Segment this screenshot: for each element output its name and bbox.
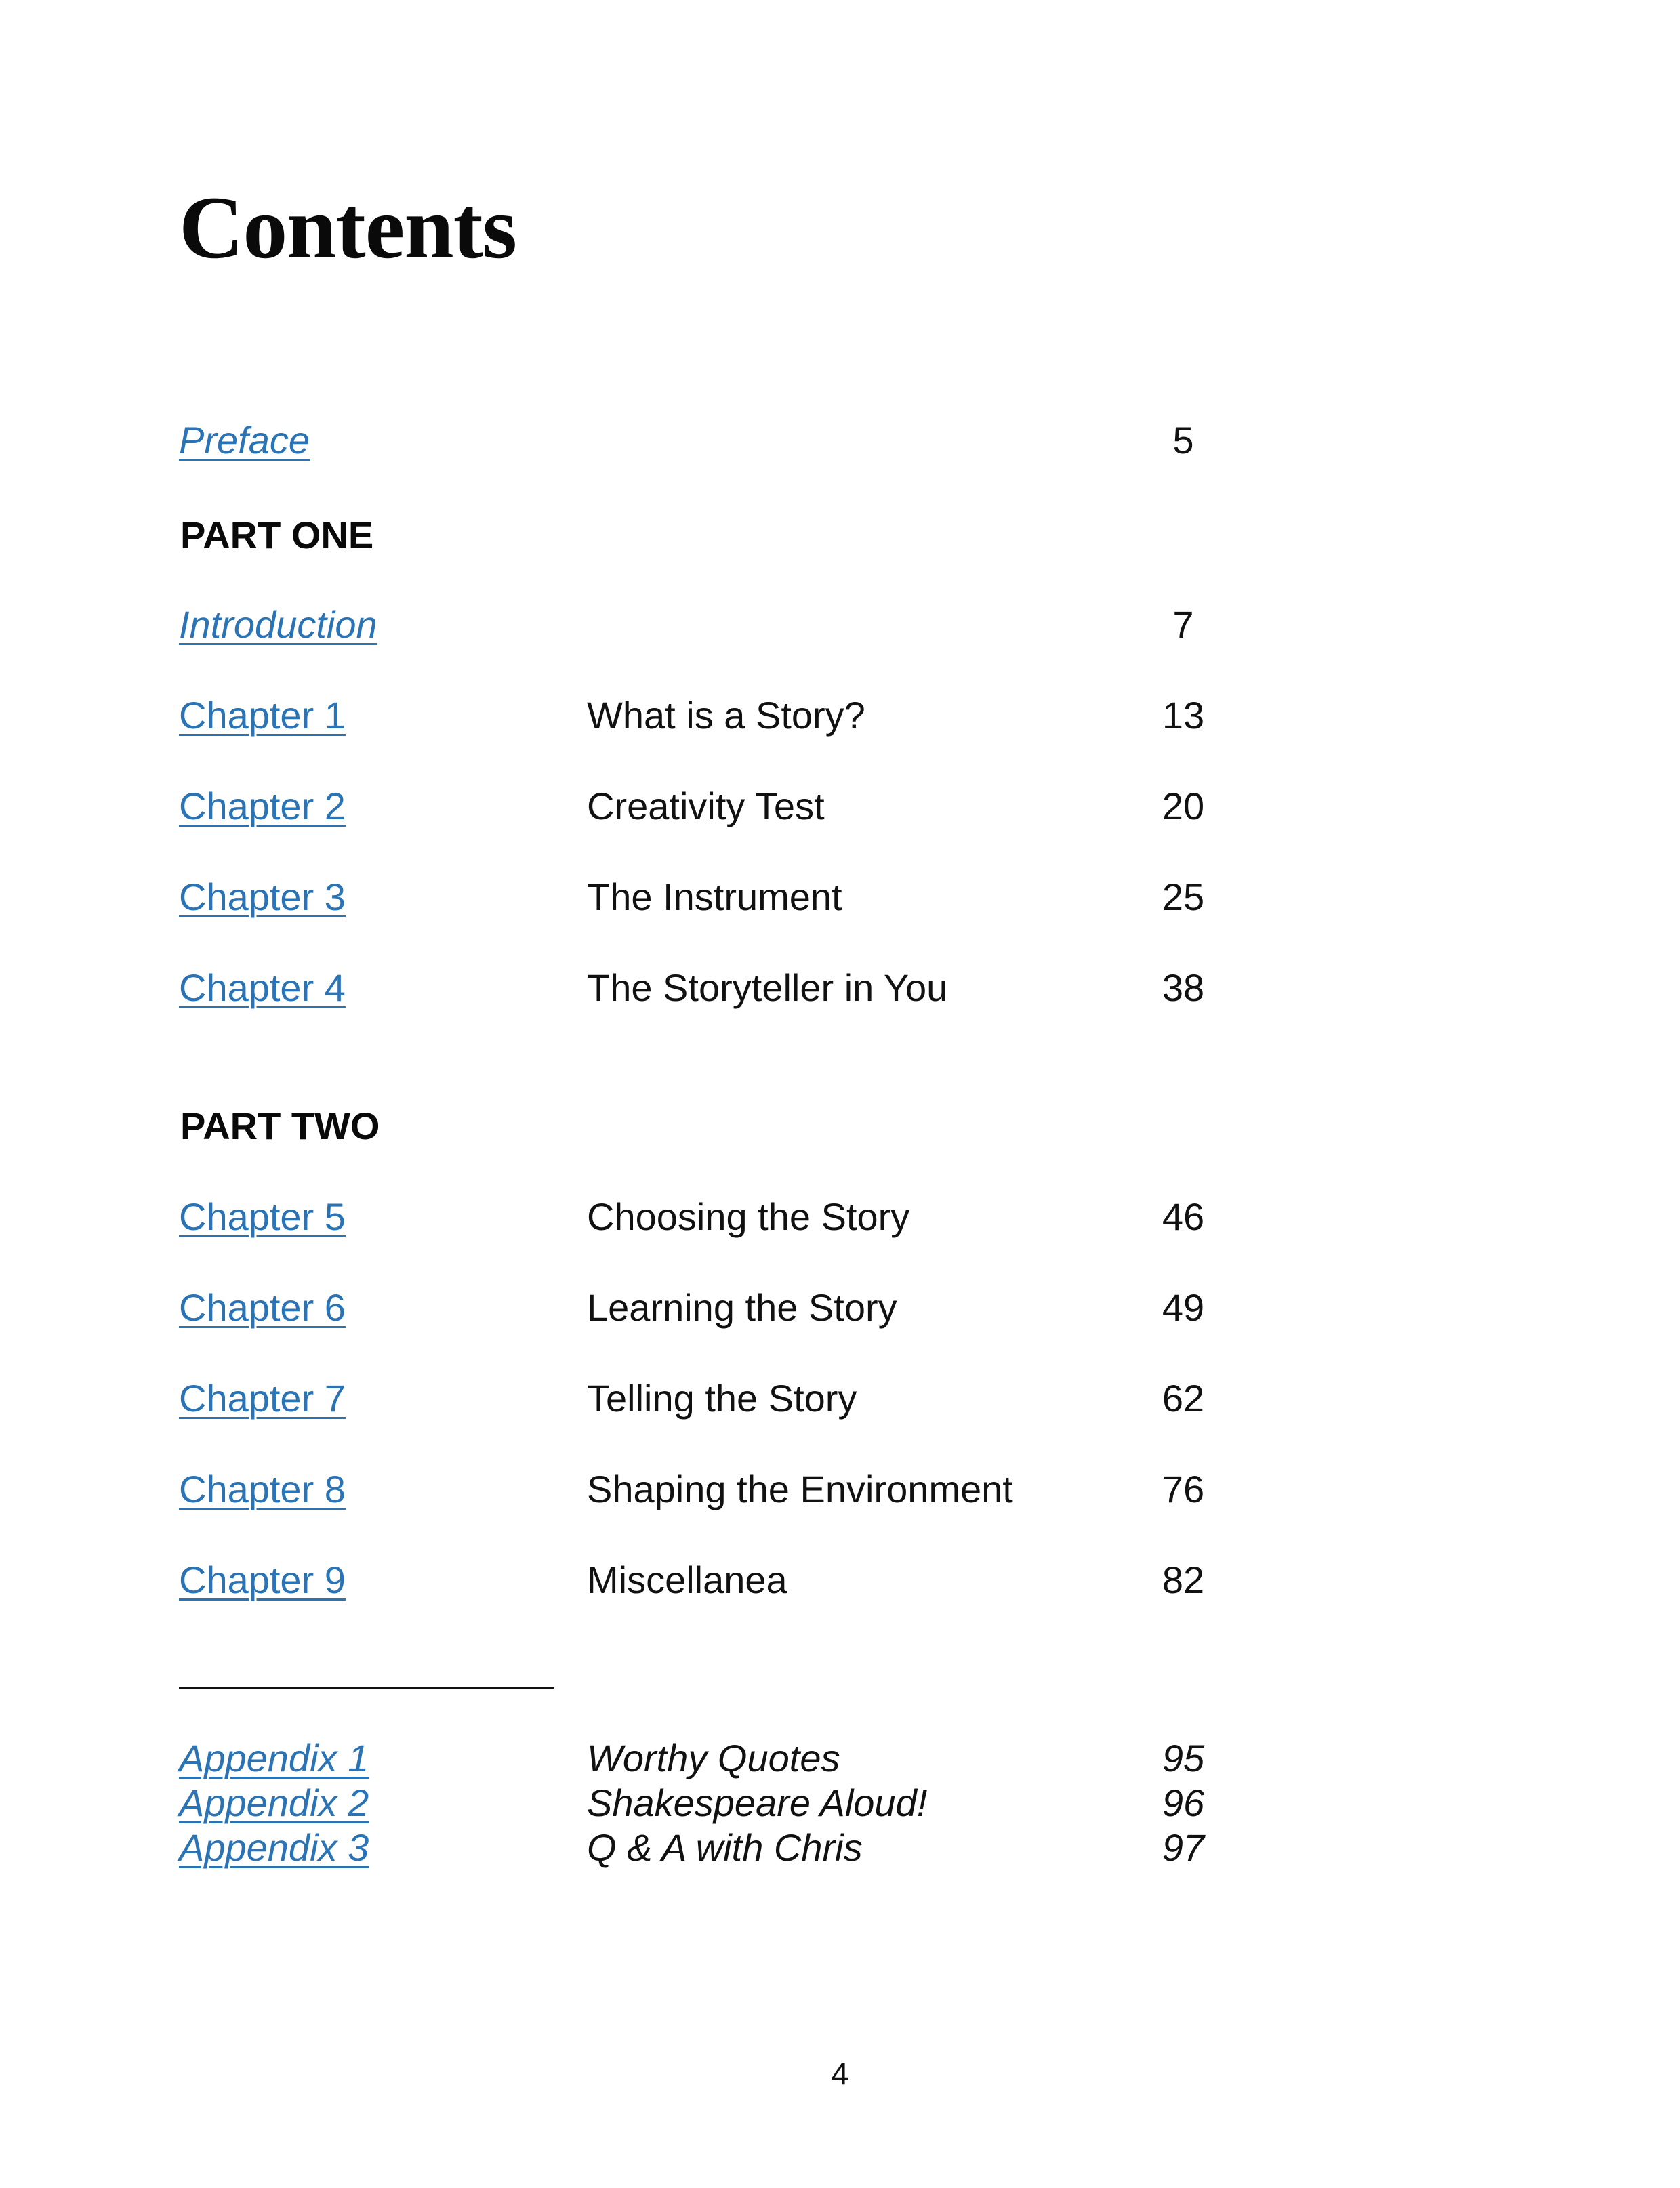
divider-line bbox=[179, 1687, 554, 1689]
toc-entry-chapter-3 bbox=[0, 870, 1680, 924]
chapter-title: Shaping the Environment bbox=[587, 1468, 1013, 1510]
part-one-heading: PART ONE bbox=[180, 514, 374, 556]
appendix-title: Q & A with Chris bbox=[587, 1826, 863, 1869]
toc-entry-introduction bbox=[0, 598, 1680, 652]
chapter-link[interactable]: Chapter 5 bbox=[179, 1195, 346, 1238]
toc-entry-chapter-8 bbox=[0, 1462, 1680, 1516]
chapter-link[interactable]: Chapter 9 bbox=[179, 1559, 346, 1601]
chapter-title: Miscellanea bbox=[587, 1559, 787, 1601]
chapter-title: The Instrument bbox=[587, 875, 842, 918]
appendix-title: Worthy Quotes bbox=[587, 1737, 840, 1779]
chapter-link[interactable]: Chapter 4 bbox=[179, 966, 346, 1009]
page-ref: 46 bbox=[1162, 1195, 1205, 1238]
page-ref: 82 bbox=[1162, 1559, 1205, 1601]
page-ref: 13 bbox=[1162, 694, 1205, 737]
chapter-link[interactable]: Chapter 8 bbox=[179, 1468, 346, 1510]
page-ref: 5 bbox=[1172, 419, 1194, 461]
chapter-link[interactable]: Chapter 7 bbox=[179, 1377, 346, 1420]
introduction-link[interactable]: Introduction bbox=[179, 603, 377, 646]
page-ref: 7 bbox=[1172, 603, 1194, 646]
page-ref: 25 bbox=[1162, 875, 1205, 918]
chapter-title: Telling the Story bbox=[587, 1377, 857, 1420]
appendix-link[interactable]: Appendix 3 bbox=[179, 1826, 369, 1869]
chapter-title: What is a Story? bbox=[587, 694, 865, 737]
chapter-link[interactable]: Chapter 3 bbox=[179, 875, 346, 918]
page-ref: 95 bbox=[1162, 1737, 1205, 1779]
chapter-link[interactable]: Chapter 2 bbox=[179, 785, 346, 827]
toc-entry-chapter-1 bbox=[0, 688, 1680, 743]
page-ref: 20 bbox=[1162, 785, 1205, 827]
toc-entry-appendix-2 bbox=[0, 1781, 1680, 1825]
chapter-link[interactable]: Chapter 1 bbox=[179, 694, 346, 737]
chapter-title: Creativity Test bbox=[587, 785, 825, 827]
appendix-title: Shakespeare Aloud! bbox=[587, 1781, 928, 1824]
page-ref: 76 bbox=[1162, 1468, 1205, 1510]
part-two-heading: PART TWO bbox=[180, 1105, 380, 1147]
toc-entry-chapter-6 bbox=[0, 1281, 1680, 1335]
toc-entry-chapter-4 bbox=[0, 961, 1680, 1015]
chapter-title: The Storyteller in You bbox=[587, 966, 948, 1009]
chapter-title: Choosing the Story bbox=[587, 1195, 910, 1238]
toc-entry-preface bbox=[0, 413, 1680, 468]
page-ref: 62 bbox=[1162, 1377, 1205, 1420]
toc-entry-appendix-1 bbox=[0, 1736, 1680, 1781]
chapter-link[interactable]: Chapter 6 bbox=[179, 1286, 346, 1329]
preface-link[interactable]: Preface bbox=[179, 419, 310, 461]
chapter-title: Learning the Story bbox=[587, 1286, 897, 1329]
toc-entry-chapter-9 bbox=[0, 1553, 1680, 1607]
page-title: Contents bbox=[179, 178, 517, 277]
toc-entry-chapter-7 bbox=[0, 1371, 1680, 1426]
page-ref: 96 bbox=[1162, 1781, 1205, 1824]
toc-entry-appendix-3 bbox=[0, 1825, 1680, 1870]
toc-entry-chapter-5 bbox=[0, 1190, 1680, 1244]
page-ref: 38 bbox=[1162, 966, 1205, 1009]
page-number: 4 bbox=[831, 2056, 849, 2091]
appendix-link[interactable]: Appendix 2 bbox=[179, 1781, 369, 1824]
toc-entry-chapter-2 bbox=[0, 779, 1680, 833]
appendix-link[interactable]: Appendix 1 bbox=[179, 1737, 369, 1779]
page-ref: 49 bbox=[1162, 1286, 1205, 1329]
page-ref: 97 bbox=[1162, 1826, 1205, 1869]
